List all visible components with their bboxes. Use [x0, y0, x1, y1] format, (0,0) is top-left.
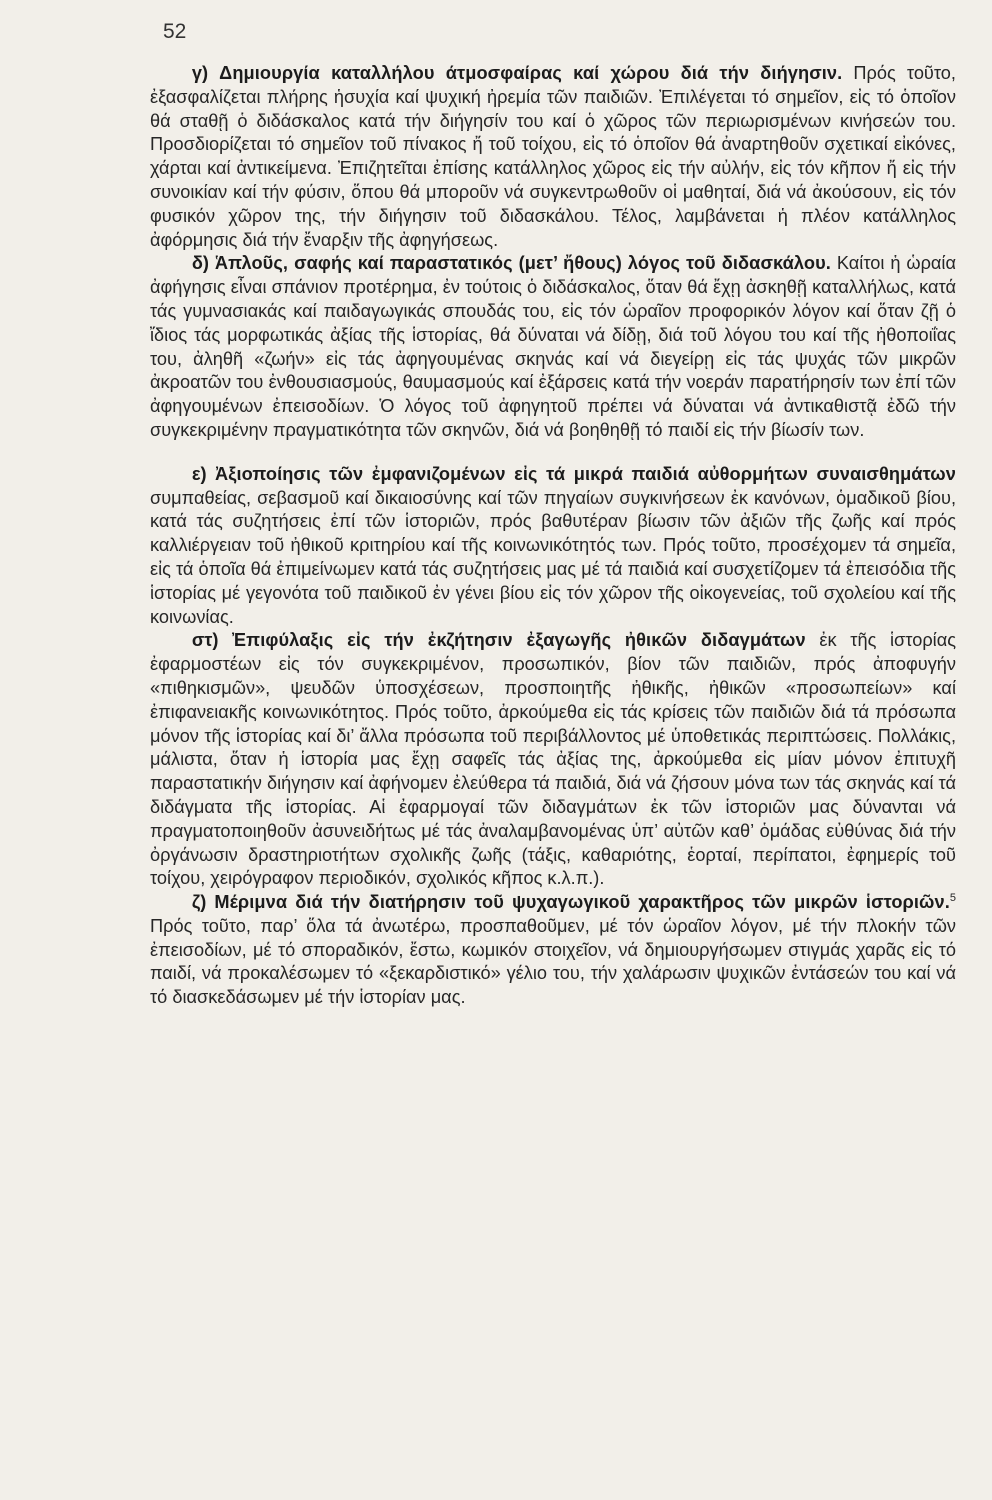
- section-stigma: [150, 629, 956, 891]
- page-body: [150, 62, 956, 1010]
- section-body: ἐκ τῆς ἱστορίας ἐφαρμοστέων εἰς τόν συγκεκριμένον, προσωπικόν, βίον τῶν παιδιῶν, πρός ἀποφυγήν «πιθηκισμῶν», ψευδῶν ὑποσχέσεων, προσποιητῆς ἠθικῆς, ἠθικῶν «προσωπείων» καί ἐπιφανειακῆς κοινωνικότητος. Πρός τοῦτο, ἀρκούμεθα εἰς τάς κρίσεις τῶν παιδιῶν διά τά πρόσωπα μόνον τῆς ἱστορίας καί δι’ ἄλλα πρόσωπα τοῦ περιβάλλοντος μέ ὑποθετικάς περιπτώσεις. Πολλάκις, μάλιστα, ὅταν ἡ ἱστορία μας ἔχῃ σαφεῖς τάς ἀξίας της, ἀρκούμεθα εἰς μίαν μόνον ἐπιτυχῆ παραστατικήν διήγησιν καί ἀφήνομεν ἐλεύθερα τά παιδιά, διά νά ζήσουν μόνα των τάς σκηνάς καί τά διδάγματα τῆς ἱστορίας. Αἱ ἐφαρμογαί τῶν διδαγμάτων ἐκ τῶν ἱστοριῶν μας δύνανται νά πραγματοποιηθοῦν ἀσυνειδήτως μέ τάς ἀναλαμβανομένας ὑπ’ αὐτῶν καθ’ ὁμάδας εὐθύνας διά τήν ὀργάνωσιν δραστηριοτήτων σχολικῆς ζωῆς (τάξις, καθαριότης, ἑορταί, περίπατοι, ἐφημερίς τοῦ τοίχου, χειρόγραφον περιοδικόν, σχολικός κῆπος κ.λ.π.).: [150, 630, 956, 889]
- section-body: Καίτοι ἡ ὡραία ἀφήγησις εἶναι σπάνιον προτέρημα, ἐν τούτοις ὁ διδάσκαλος, ὅταν θά ἔχῃ ἀσκηθῇ καταλλήλως, κατά τάς γυμνασιακάς καί παιδαγωγικάς σπουδάς του, εἰς τόν ὡραῖον προφορικόν λόγον καί ὅταν ζῇ ὁ ἴδιος τάς μορφωτικάς ἀξίας τῆς ἱστορίας, θά δύναται νά δίδῃ, διά τοῦ λόγου του καί τῆς ἠθοποιΐας του, ἀληθῆ «ζωήν» εἰς τάς ἀφηγουμένας σκηνάς καί νά διεγείρῃ εἰς τάς ψυχάς τῶν μικρῶν ἀκροατῶν του ἐνθουσιασμούς, θαυμασμούς καί ἐξάρσεις κατά τήν νοεράν παρατήρησίν των ἐπί τῶν ἀφηγουμένων ἐπεισοδίων. Ὁ λόγος τοῦ ἀφηγητοῦ πρέπει νά δύναται νά ἀντικαθιστᾷ ἐδῶ τήν συγκεκριμένην πραγματικότητα τῶν σκηνῶν, διά νά βοηθηθῇ τό παιδί εἰς τήν βίωσίν των.: [150, 253, 956, 440]
- footnote-reference: 5: [949, 892, 956, 905]
- section-gamma: [150, 62, 956, 252]
- section-zeta: [150, 891, 956, 1010]
- section-body: Πρός τοῦτο, ἐξασφαλίζεται πλήρης ἡσυχία καί ψυχική ἠρεμία τῶν παιδιῶν. Ἐπιλέγεται τό σημεῖον, εἰς τό ὁποῖον θά σταθῇ ὁ διδάσκαλος κατά τήν διήγησίν του καί ὁ χῶρος τῶν περιωρισμένων κινήσεών του. Προσδιορίζεται τό σημεῖον τοῦ πίνακος ἤ τοῦ τοίχου, εἰς τό ὁποῖον θά ἀναρτηθοῦν σχετικαί εἰκόνες, χάρται καί ἀντικείμενα. Ἐπιζητεῖται ἐπίσης κατάλληλος χῶρος εἰς τήν αὐλήν, εἰς τόν κῆπον ἤ εἰς τήν συνοικίαν καί τήν φύσιν, ὅπου θά μποροῦν νά συγκεντρωθοῦν οἱ μαθηταί, διά νά ἀκούσουν, εἰς τόν φυσικόν χῶρον της, τήν διήγησιν τοῦ διδασκάλου. Τέλος, λαμβάνεται ἡ πλέον κατάλληλος ἀφόρμησις διά τήν ἔναρξιν τῆς ἀφηγήσεως.: [150, 63, 956, 250]
- section-marker: στ): [191, 630, 219, 651]
- section-epsilon: [150, 463, 956, 630]
- section-heading: Ἐπιφύλαξις εἰς τήν ἐκζήτησιν ἐξαγωγῆς ἠθικῶν διδαγμάτων: [232, 630, 806, 651]
- section-heading: Ἁπλοῦς, σαφής καί παραστατικός (μετ’ ἤθους) λόγος τοῦ διδασκάλου.: [214, 253, 831, 274]
- section-body: συμπαθείας, σεβασμοῦ καί δικαιοσύνης καί τῶν πηγαίων συγκινήσεων ἐκ κανόνων, ὁμαδικοῦ βίου, κατά τάς συζητήσεις ἐπί τῶν ἱστοριῶν, πρός βαθυτέραν βίωσιν τῶν ἀξιῶν τῆς ζωῆς καί πρός καλλιέργειαν τοῦ ἠθικοῦ κριτηρίου καί τῆς κοινωνικότητός των. Πρός τοῦτο, προσέχομεν τά σημεῖα, εἰς τά ὁποῖα θά ἐπιμείνωμεν κατά τάς συζητήσεις μας μέ τά παιδιά καί συσχετίζομεν τά ἐπεισόδια τῆς ἱστορίας μέ γεγονότα τοῦ παιδικοῦ ἐν γένει βίου εἰς τόν χῶρον τῆς οἰκογενείας, τοῦ σχολείου καί τῆς κοινωνίας.: [150, 487, 956, 627]
- section-marker: ζ): [191, 892, 207, 913]
- section-marker: γ): [191, 63, 209, 83]
- section-heading: Μέριμνα διά τήν διατήρησιν τοῦ ψυχαγωγικοῦ χαρακτῆρος τῶν μικρῶν ἱστοριῶν.: [214, 892, 950, 913]
- section-delta: [150, 252, 956, 442]
- section-heading: Ἀξιοποίησις τῶν ἐμφανιζομένων εἰς τά μικρά παιδιά αὐθορμήτων συναισθημάτων: [215, 463, 956, 484]
- section-marker: δ): [191, 253, 209, 274]
- section-heading: Δημιουργία καταλλήλου άτμοσφαίρας καί χώρου διά τήν διήγησιν.: [219, 63, 843, 83]
- page-number: 52: [163, 20, 187, 43]
- section-marker: ε): [191, 463, 207, 484]
- section-body: Πρός τοῦτο, παρ’ ὅλα τά ἀνωτέρω, προσπαθοῦμεν, μέ τόν ὡραῖον λόγον, μέ τήν πλοκήν τῶν ἐπεισοδίων, μέ τό σποραδικόν, ἔστω, κωμικόν στοιχεῖον, νά δημιουργήσωμεν στιγμάς χαρᾶς εἰς τό παιδί, νά προκαλέσωμεν τό «ξεκαρδιστικό» γέλιο του, τήν χαλάρωσιν ψυχικῶν ἐντάσεών του καί νά τό διασκεδάσωμεν μέ τήν ἱστορίαν μας.: [150, 915, 956, 1008]
